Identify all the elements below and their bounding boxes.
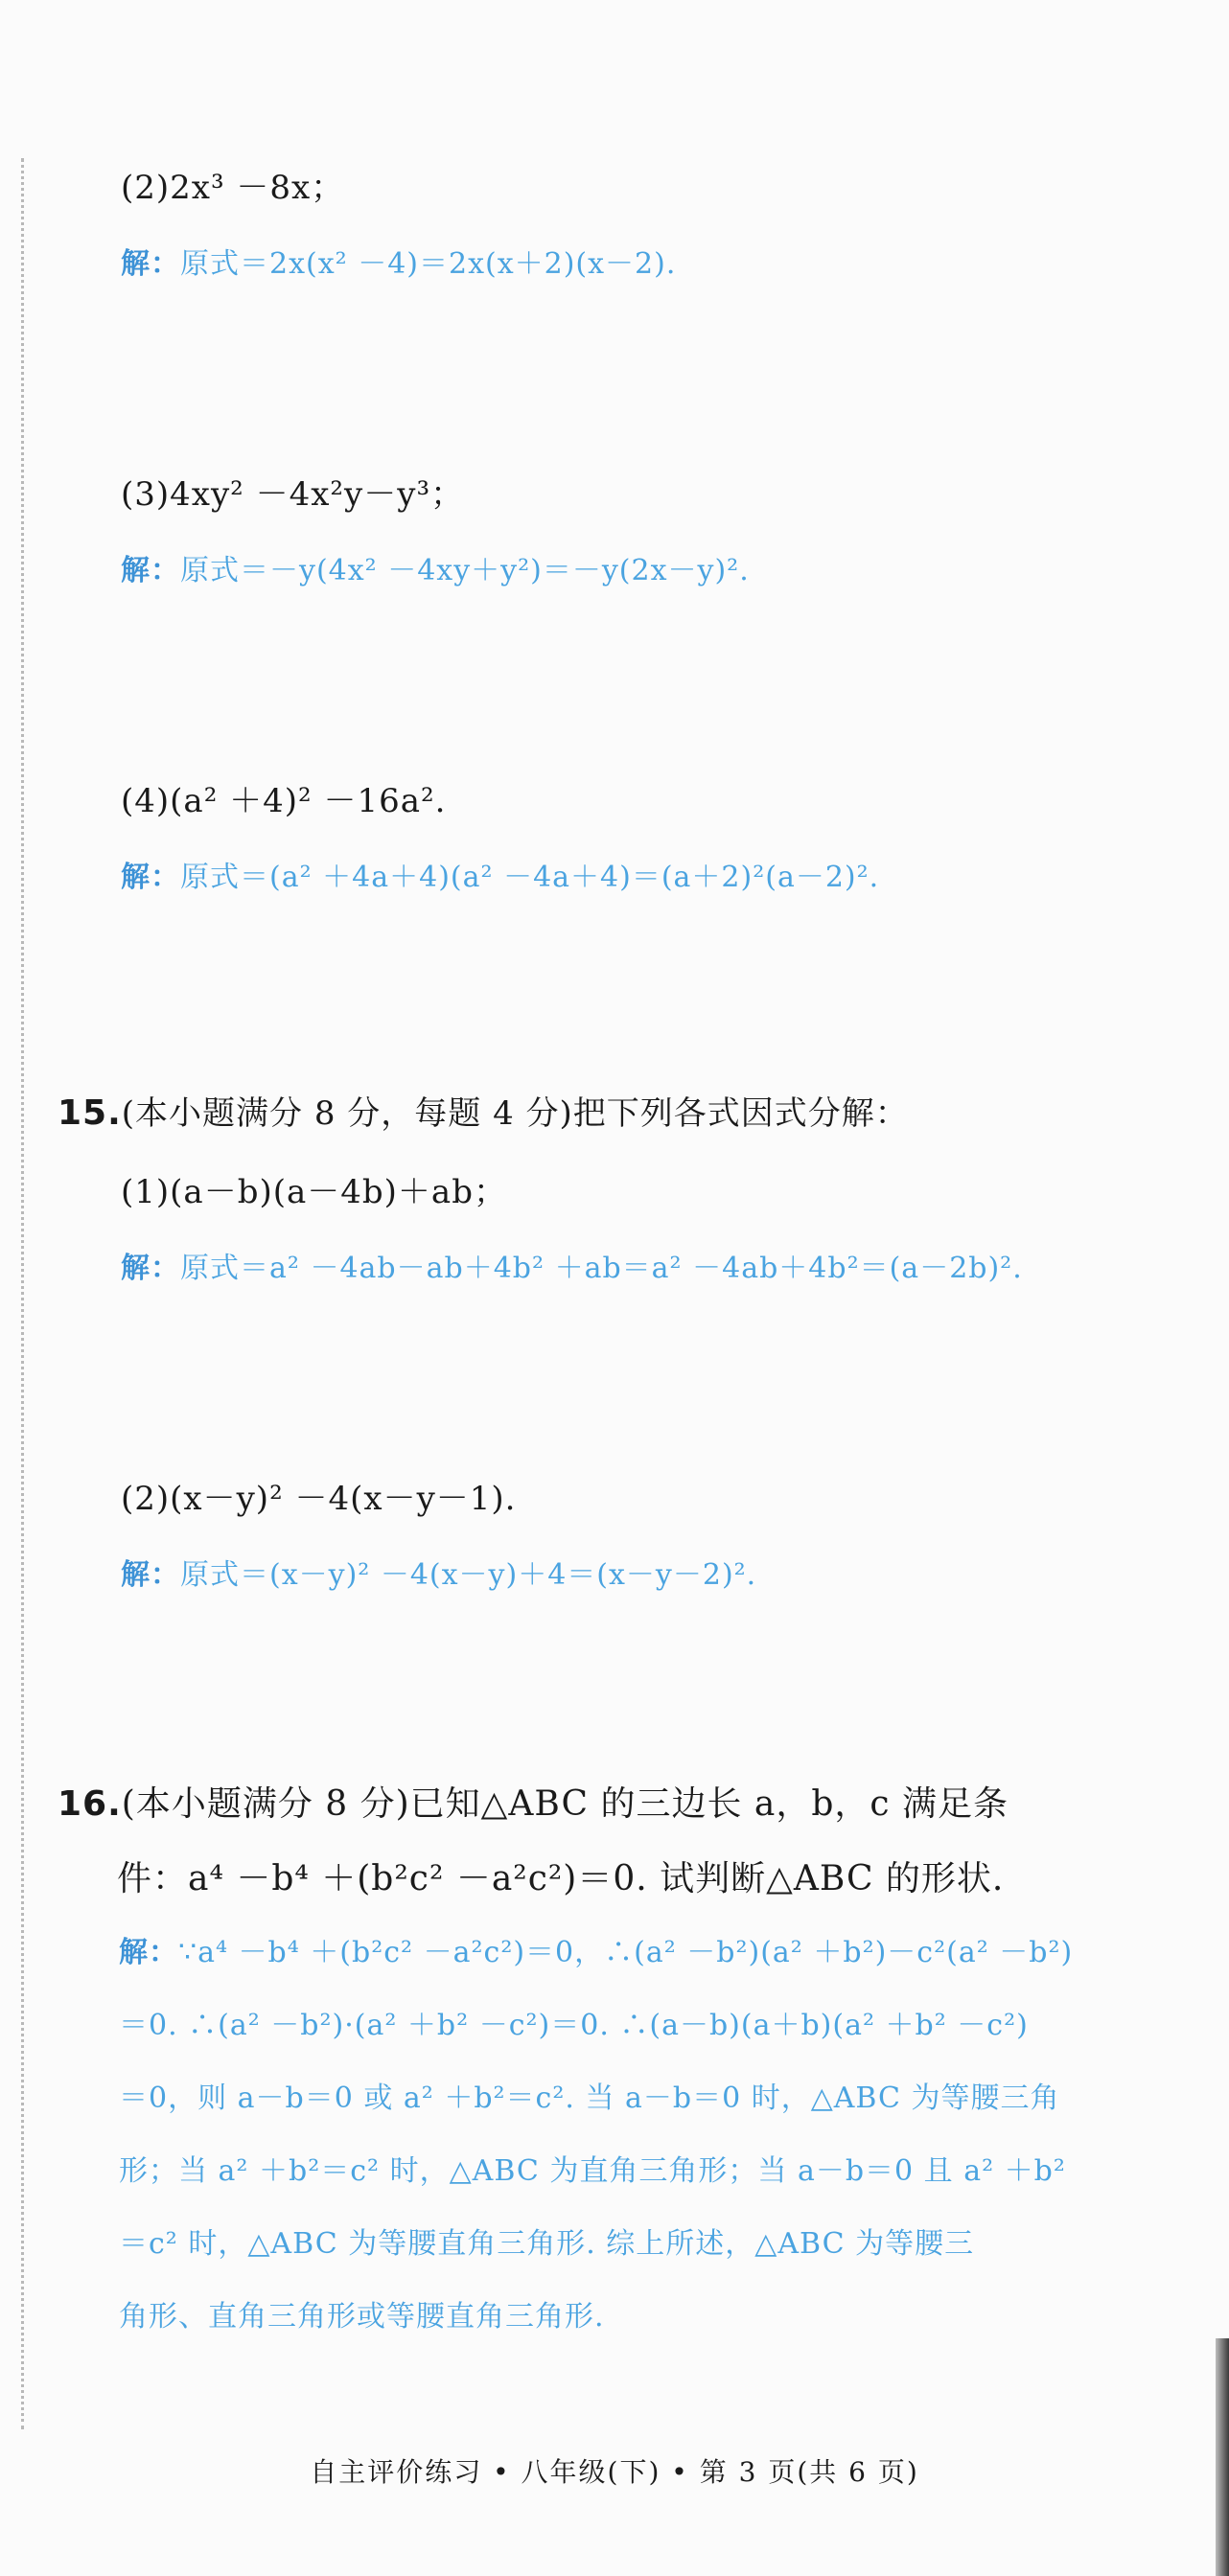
q14-part2-problem: (2)2x³ －8x； xyxy=(121,169,345,207)
question-stem: (本小题满分 8 分)已知△ABC 的三边长 a，b，c 满足条 xyxy=(121,1784,1009,1824)
q16-answer-line2: ＝0. ∴(a² －b²)·(a² ＋b² －c²)＝0. ∴(a－b)(a＋b)(a² ＋b² －c²) xyxy=(119,2009,1029,2042)
q16-answer-line1 xyxy=(119,1928,1073,1970)
q15-part1-problem: (1)(a－b)(a－4b)＋ab； xyxy=(121,1173,507,1211)
q15-part2-answer xyxy=(121,1551,756,1593)
answer-label: 解： xyxy=(121,247,180,281)
q14-part3-problem: (3)4xy² －4x²y－y³； xyxy=(121,475,465,514)
q16-stem-line1 xyxy=(58,1777,1009,1826)
q15-part2-problem: (2)(x－y)² －4(x－y－1). xyxy=(121,1480,517,1518)
q16-stem-line2: 件：a⁴ －b⁴ ＋(b²c² －a²c²)＝0. 试判断△ABC 的形状. xyxy=(117,1859,1005,1898)
binding-margin-line xyxy=(21,158,24,2429)
q16-answer-line6: 角形、直角三角形或等腰直角三角形. xyxy=(119,2300,605,2334)
q14-part4-answer xyxy=(121,853,879,895)
answer-text: 原式＝－y(4x² －4xy＋y²)＝－y(2x－y)². xyxy=(180,554,750,587)
q15-stem xyxy=(58,1087,909,1134)
page-footer: 自主评价练习 • 八年级(下) • 第 3 页(共 6 页) xyxy=(310,2456,919,2488)
answer-label: 解： xyxy=(121,1558,180,1592)
question-stem: (本小题满分 8 分，每题 4 分)把下列各式因式分解： xyxy=(121,1094,909,1133)
answer-text: 原式＝(x－y)² －4(x－y)＋4＝(x－y－2)². xyxy=(180,1558,757,1592)
answer-text: 原式＝(a² ＋4a＋4)(a² －4a＋4)＝(a＋2)²(a－2)². xyxy=(180,861,880,894)
answer-text: 原式＝2x(x² －4)＝2x(x＋2)(x－2). xyxy=(180,247,677,281)
q16-answer-line3: ＝0，则 a－b＝0 或 a² ＋b²＝c². 当 a－b＝0 时，△ABC 为等腰三角 xyxy=(119,2082,1060,2115)
answer-label: 解： xyxy=(119,1936,178,1969)
answer-label: 解： xyxy=(121,1252,180,1285)
answer-text: ∵a⁴ －b⁴ ＋(b²c² －a²c²)＝0，∴(a² －b²)(a² ＋b²)－c²(a² －b²) xyxy=(178,1936,1074,1969)
answer-label: 解： xyxy=(121,861,180,894)
question-number: 15. xyxy=(58,1093,122,1133)
q16-answer-line5: ＝c² 时，△ABC 为等腰直角三角形. 综上所述，△ABC 为等腰三 xyxy=(119,2227,975,2261)
question-number: 16. xyxy=(58,1784,122,1824)
q14-part2-answer xyxy=(121,240,676,282)
q14-part4-problem: (4)(a² ＋4)² －16a². xyxy=(121,782,447,820)
answer-text: 原式＝a² －4ab－ab＋4b² ＋ab＝a² －4ab＋4b²＝(a－2b)². xyxy=(180,1252,1023,1285)
answer-label: 解： xyxy=(121,554,180,587)
q14-part3-answer xyxy=(121,546,750,588)
q15-part1-answer xyxy=(121,1244,1023,1286)
q16-answer-line4: 形；当 a² ＋b²＝c² 时，△ABC 为直角三角形；当 a－b＝0 且 a² ＋b² xyxy=(119,2154,1066,2188)
